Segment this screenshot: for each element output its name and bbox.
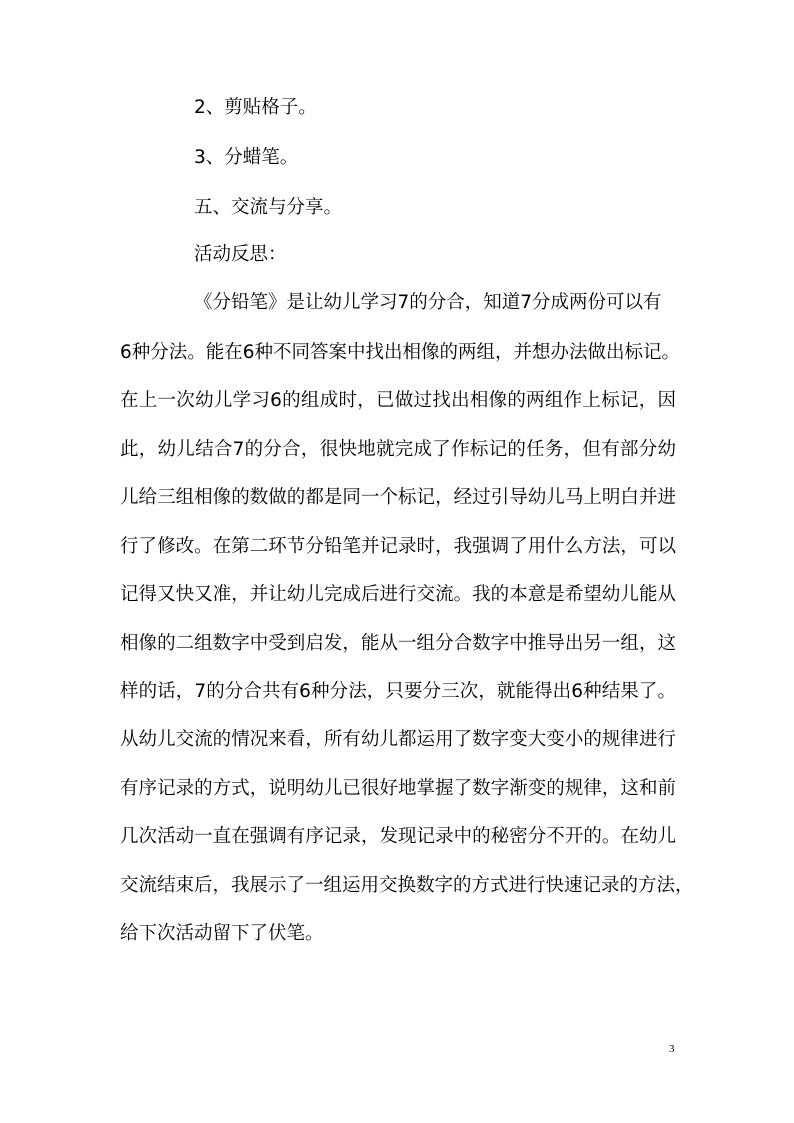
- reflection-line: 儿给三组相像的数做的都是同一个标记，经过引导幼儿马上明白并进: [120, 487, 676, 508]
- reflection-line: 行了修改。在第二环节分铅笔并记录时，我强调了用什么方法，可以: [120, 536, 676, 557]
- reflection-line: 记得又快又准，并让幼儿完成后进行交流。我的本意是希望幼儿能从: [120, 584, 676, 605]
- reflection-line: 几次活动一直在强调有序记录，发现记录中的秘密分不开的。在幼儿: [120, 826, 676, 847]
- reflection-line: 在上一次幼儿学习6的组成时，已做过找出相像的两组作上标记，因: [120, 390, 676, 411]
- step-2-cut-paste-grid: 2、剪贴格子。: [194, 97, 317, 118]
- reflection-line: 《分铅笔》是让幼儿学习7的分合，知道7分成两份可以有: [194, 292, 662, 313]
- reflection-line: 交流结束后，我展示了一组运用交换数字的方式进行快速记录的方法，: [120, 875, 694, 896]
- step-3-divide-crayons: 3、分蜡笔。: [194, 147, 299, 168]
- reflection-line: 此，幼儿结合7的分合，很快地就完成了作标记的任务，但有部分幼: [120, 439, 676, 460]
- reflection-line: 有序记录的方式，说明幼儿已很好地掌握了数字渐变的规律，这和前: [120, 778, 676, 799]
- reflection-line: 相像的二组数字中受到启发，能从一组分合数字中推导出另一组，这: [120, 633, 676, 654]
- reflection-line: 给下次活动留下了伏笔。: [120, 923, 324, 944]
- reflection-line: 从幼儿交流的情况来看，所有幼儿都运用了数字变大变小的规律进行: [120, 729, 676, 750]
- reflection-line: 6种分法。能在6种不同答案中找出相像的两组，并想办法做出标记。: [120, 342, 681, 363]
- page-number: 3: [669, 1043, 675, 1055]
- reflection-line: 样的话，7的分合共有6种分法，只要分三次，就能得出6种结果了。: [120, 681, 676, 702]
- section-five-heading: 五、交流与分享。: [194, 197, 343, 218]
- reflection-heading: 活动反思：: [194, 244, 287, 265]
